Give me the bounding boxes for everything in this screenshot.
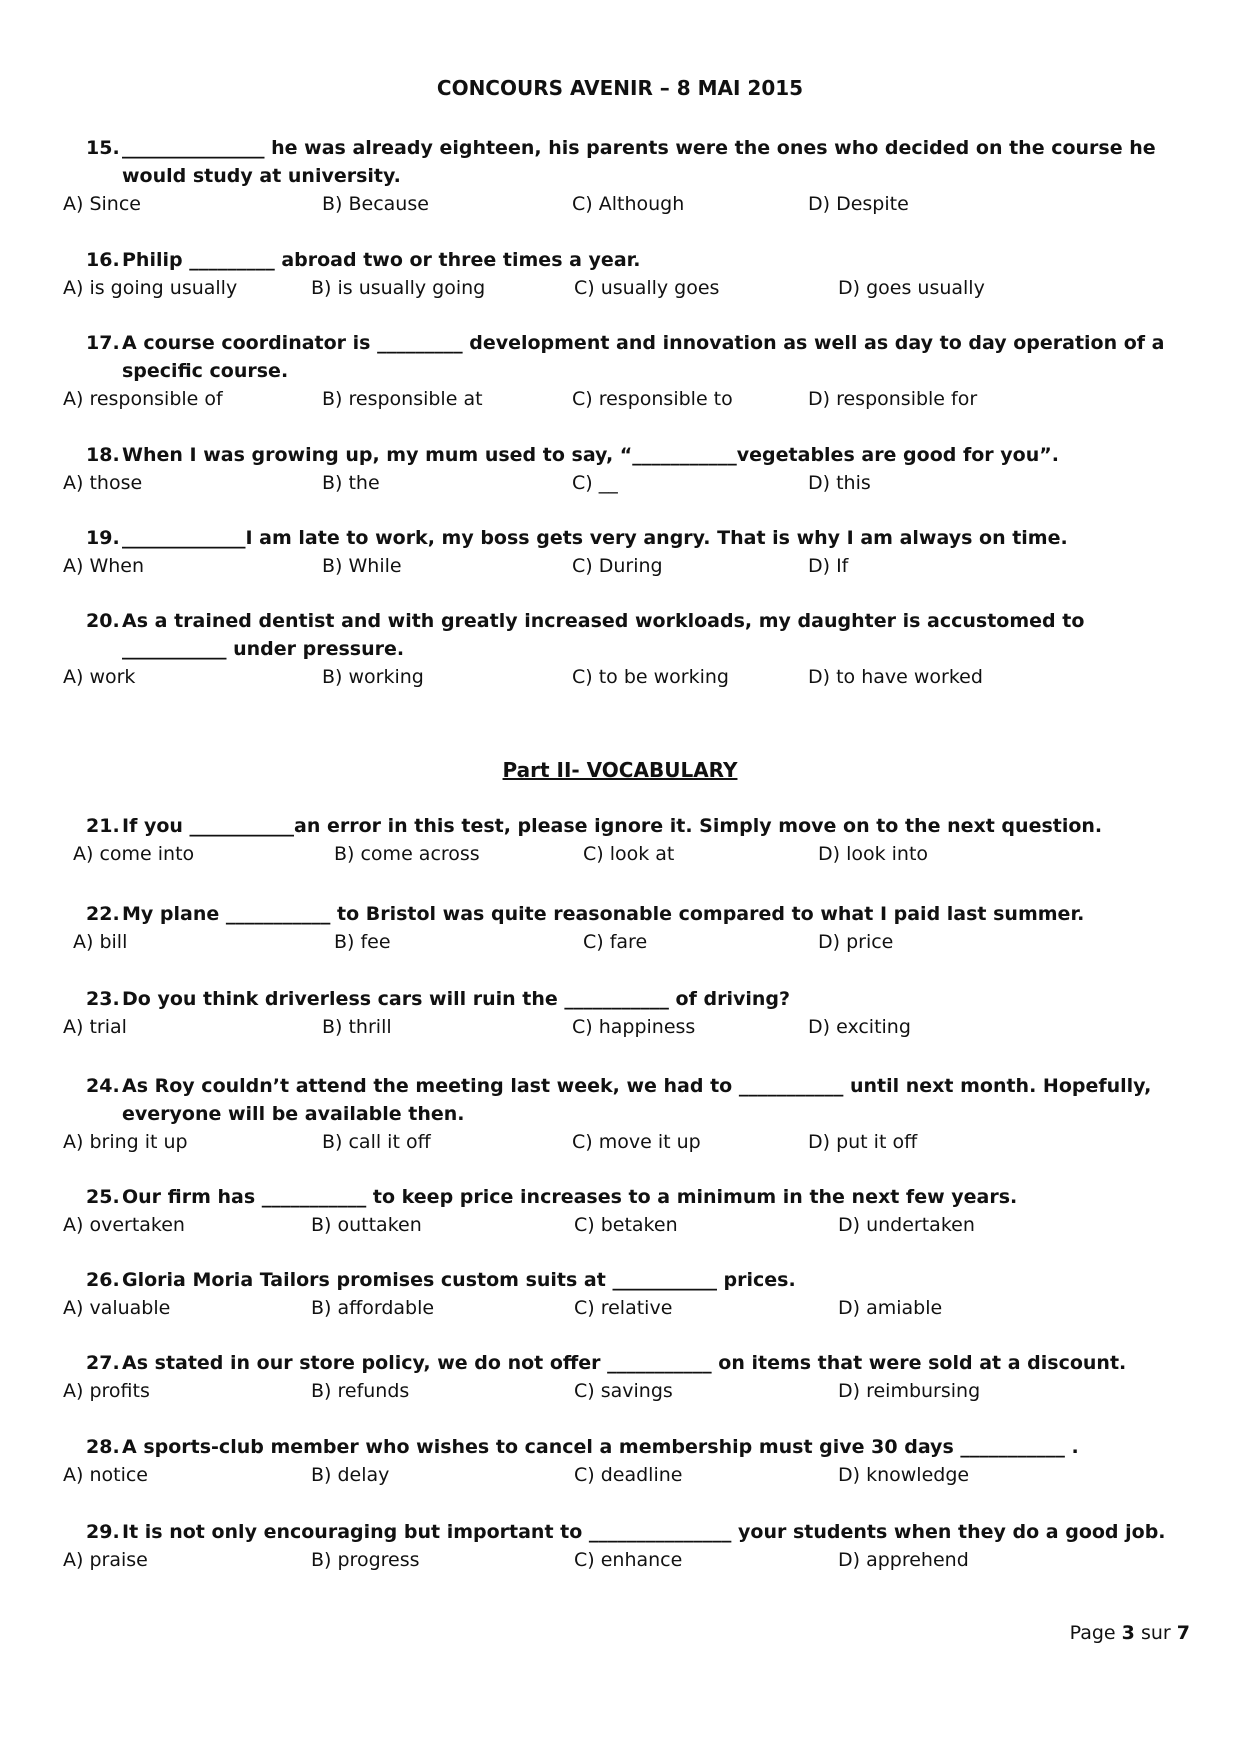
question-stem (0, 441, 1240, 469)
question-number: 20. (86, 610, 120, 632)
question-text: Our firm has ___________ to keep price increases to a minimum in the next few years. (122, 1186, 1018, 1208)
question-stem (0, 1349, 1240, 1377)
page-footer (1070, 1622, 1190, 1644)
option-d[interactable]: D) reimbursing (838, 1380, 981, 1402)
answer-options (0, 1461, 1240, 1489)
option-a[interactable]: A) profits (63, 1380, 150, 1402)
question-text: As Roy couldn’t attend the meeting last week, we had to ___________ until next month. Hopefully, everyone will be available then. (122, 1075, 1152, 1125)
question-23 (0, 985, 1240, 1041)
option-a[interactable]: A) trial (63, 1016, 127, 1038)
question-17 (0, 329, 1240, 413)
option-a[interactable]: A) work (63, 666, 136, 688)
answer-options (0, 1546, 1240, 1574)
question-stem (0, 900, 1240, 928)
question-number: 15. (86, 137, 120, 159)
question-24 (0, 1072, 1240, 1156)
question-20 (0, 607, 1240, 691)
question-number: 28. (86, 1436, 120, 1458)
question-stem (0, 607, 1240, 663)
option-a[interactable]: A) bring it up (63, 1131, 188, 1153)
option-d[interactable]: D) undertaken (838, 1214, 975, 1236)
option-d[interactable]: D) look into (818, 843, 929, 865)
option-b[interactable]: B) affordable (311, 1297, 435, 1319)
question-stem (0, 1266, 1240, 1294)
page-label: Page (1069, 1622, 1116, 1644)
option-a[interactable]: A) responsible of (63, 388, 223, 410)
option-d[interactable]: D) this (808, 472, 871, 494)
question-number: 29. (86, 1521, 120, 1543)
answer-options (0, 469, 1240, 497)
question-16 (0, 246, 1240, 302)
question-19 (0, 524, 1240, 580)
section-heading-text: Part II- VOCABULARY (502, 758, 738, 782)
question-stem (0, 1518, 1240, 1546)
question-stem (0, 1433, 1240, 1461)
option-a[interactable]: A) overtaken (63, 1214, 185, 1236)
option-c[interactable]: C) savings (574, 1380, 673, 1402)
question-text: _______________ he was already eighteen, his parents were the ones who decided on the course he would study at university. (122, 137, 1156, 187)
answer-options (0, 663, 1240, 691)
page-title: CONCOURS AVENIR – 8 MAI 2015 (436, 76, 804, 100)
option-c[interactable]: C) betaken (574, 1214, 678, 1236)
question-text: Gloria Moria Tailors promises custom suits at ___________ prices. (122, 1269, 796, 1291)
question-number: 21. (86, 815, 120, 837)
total-pages-number: 7 (1176, 1622, 1190, 1644)
answer-options (0, 928, 1240, 956)
question-26 (0, 1266, 1240, 1322)
question-number: 24. (86, 1075, 120, 1097)
question-stem (0, 524, 1240, 552)
option-c[interactable]: C) responsible to (572, 388, 733, 410)
option-c[interactable]: C) usually goes (574, 277, 720, 299)
current-page-number: 3 (1121, 1622, 1135, 1644)
answer-options (0, 385, 1240, 413)
question-text: It is not only encouraging but important to _______________ your students when they do a good job. (122, 1521, 1166, 1543)
option-a[interactable]: A) Since (63, 193, 141, 215)
answer-options (0, 1128, 1240, 1156)
question-text: My plane ___________ to Bristol was quite reasonable compared to what I paid last summer. (122, 903, 1085, 925)
question-text: _____________I am late to work, my boss gets very angry. That is why I am always on time. (122, 527, 1068, 549)
question-number: 27. (86, 1352, 120, 1374)
option-a[interactable]: A) valuable (63, 1297, 171, 1319)
answer-options (0, 552, 1240, 580)
option-b[interactable]: B) Because (322, 193, 429, 215)
question-number: 18. (86, 444, 120, 466)
option-b[interactable]: B) responsible at (322, 388, 483, 410)
option-b[interactable]: B) the (322, 472, 380, 494)
option-a[interactable]: A) notice (63, 1464, 148, 1486)
question-text: As a trained dentist and with greatly increased workloads, my daughter is accustomed to ___________ under pressure. (122, 610, 1085, 660)
option-c[interactable]: C) look at (583, 843, 675, 865)
question-text: As stated in our store policy, we do not offer ___________ on items that were sold at a discount. (122, 1352, 1127, 1374)
option-c[interactable]: C) enhance (574, 1549, 683, 1571)
option-c[interactable]: C) relative (574, 1297, 673, 1319)
answer-options (0, 1211, 1240, 1239)
option-c[interactable]: C) to be working (572, 666, 729, 688)
option-b[interactable]: B) is usually going (311, 277, 486, 299)
question-stem (0, 1072, 1240, 1128)
option-d[interactable]: D) Despite (808, 193, 909, 215)
option-c[interactable]: C) deadline (574, 1464, 683, 1486)
option-a[interactable]: A) bill (73, 931, 128, 953)
option-c[interactable]: C) During (572, 555, 663, 577)
section-heading-vocabulary (0, 758, 1240, 782)
option-d[interactable]: D) apprehend (838, 1549, 969, 1571)
page-separator: sur (1140, 1622, 1171, 1644)
answer-options (0, 190, 1240, 218)
option-a[interactable]: A) When (63, 555, 145, 577)
question-number: 26. (86, 1269, 120, 1291)
option-b[interactable]: B) call it off (322, 1131, 431, 1153)
answer-options (0, 1294, 1240, 1322)
question-number: 16. (86, 249, 120, 271)
question-number: 25. (86, 1186, 120, 1208)
option-d[interactable]: D) If (808, 555, 849, 577)
option-b[interactable]: B) outtaken (311, 1214, 422, 1236)
option-a[interactable]: A) is going usually (63, 277, 238, 299)
question-number: 17. (86, 332, 120, 354)
question-27 (0, 1349, 1240, 1405)
option-d[interactable]: D) price (818, 931, 894, 953)
option-c[interactable]: C) happiness (572, 1016, 696, 1038)
question-number: 22. (86, 903, 120, 925)
option-d[interactable]: D) goes usually (838, 277, 985, 299)
option-b[interactable]: B) thrill (322, 1016, 392, 1038)
question-text: Philip _________ abroad two or three times a year. (122, 249, 641, 271)
option-b[interactable]: B) fee (334, 931, 391, 953)
option-d[interactable]: D) to have worked (808, 666, 983, 688)
option-a[interactable]: A) praise (63, 1549, 148, 1571)
answer-options (0, 274, 1240, 302)
option-d[interactable]: D) exciting (808, 1016, 911, 1038)
question-25 (0, 1183, 1240, 1239)
question-stem (0, 1183, 1240, 1211)
question-text: A course coordinator is _________ development and innovation as well as day to day operation of a specific course. (122, 332, 1165, 382)
option-c[interactable]: C) __ (572, 472, 618, 494)
question-number: 19. (86, 527, 120, 549)
answer-options (0, 840, 1240, 868)
question-stem (0, 246, 1240, 274)
option-b[interactable]: B) While (322, 555, 402, 577)
question-text: A sports-club member who wishes to cancel a membership must give 30 days ___________ . (122, 1436, 1079, 1458)
option-b[interactable]: B) come across (334, 843, 480, 865)
question-15 (0, 134, 1240, 218)
option-d[interactable]: D) amiable (838, 1297, 943, 1319)
question-stem (0, 134, 1240, 190)
question-number: 23. (86, 988, 120, 1010)
question-18 (0, 441, 1240, 497)
option-b[interactable]: B) refunds (311, 1380, 410, 1402)
answer-options (0, 1013, 1240, 1041)
option-b[interactable]: B) progress (311, 1549, 420, 1571)
option-c[interactable]: C) fare (583, 931, 648, 953)
question-text: When I was growing up, my mum used to say, “___________vegetables are good for you”. (122, 444, 1059, 466)
question-21 (0, 812, 1240, 868)
option-c[interactable]: C) move it up (572, 1131, 701, 1153)
option-c[interactable]: C) Although (572, 193, 685, 215)
option-d[interactable]: D) put it off (808, 1131, 918, 1153)
answer-options (0, 1377, 1240, 1405)
option-a[interactable]: A) come into (73, 843, 195, 865)
question-29 (0, 1518, 1240, 1574)
option-a[interactable]: A) those (63, 472, 143, 494)
option-d[interactable]: D) responsible for (808, 388, 978, 410)
question-text: If you ___________an error in this test, please ignore it. Simply move on to the next question. (122, 815, 1103, 837)
option-d[interactable]: D) knowledge (838, 1464, 970, 1486)
question-stem (0, 329, 1240, 385)
option-b[interactable]: B) delay (311, 1464, 390, 1486)
question-stem (0, 812, 1240, 840)
question-text: Do you think driverless cars will ruin the ___________ of driving? (122, 988, 790, 1010)
question-22 (0, 900, 1240, 956)
option-b[interactable]: B) working (322, 666, 424, 688)
question-28 (0, 1433, 1240, 1489)
question-stem (0, 985, 1240, 1013)
